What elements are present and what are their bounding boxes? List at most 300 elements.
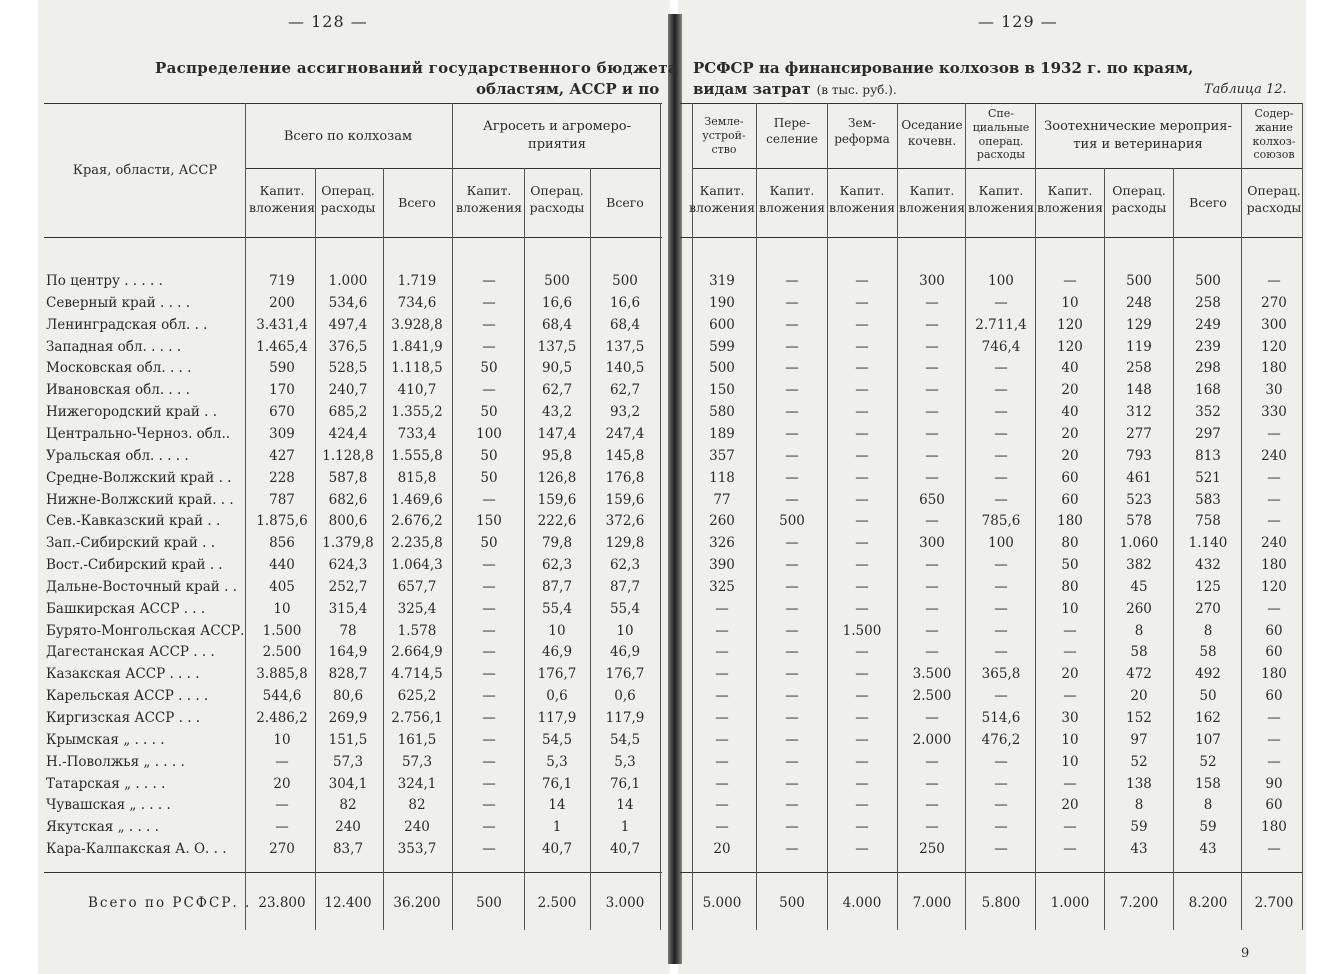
table-cell: 1.578	[397, 622, 437, 639]
table-cell: 376,5	[328, 338, 368, 355]
table-cell: —	[925, 338, 939, 355]
table-cell: 119	[1126, 338, 1152, 355]
table-cell: —	[855, 294, 869, 311]
table-cell: 200	[269, 294, 295, 311]
table-cell: 57,3	[401, 753, 433, 770]
table-cell: —	[994, 382, 1008, 399]
table-cell: 270	[269, 841, 295, 858]
row-label: Карельская АССР . . . .	[46, 688, 209, 705]
table-cell: —	[994, 819, 1008, 836]
table-cell: —	[855, 819, 869, 836]
table-cell: 248	[1126, 294, 1152, 311]
table-cell: 60	[1265, 644, 1283, 661]
row-label: Северный край . . . .	[46, 294, 191, 311]
table-cell: 578	[1126, 513, 1152, 530]
table-cell: 461	[1126, 469, 1152, 486]
table-cell: —	[925, 753, 939, 770]
table-cell: 1.841,9	[391, 338, 443, 355]
row-label: Казакская АССР . . . .	[46, 666, 200, 683]
table-cell: —	[994, 360, 1008, 377]
header-zemreforma: Зем- реформа	[834, 116, 890, 147]
right-page-number: — 129 —	[978, 12, 1058, 31]
table-cell: 50	[1061, 557, 1079, 574]
table-cell: 162	[1195, 710, 1221, 726]
table-cell: 145,8	[605, 447, 645, 464]
table-cell: 682,6	[328, 491, 368, 508]
row-label: Нижегородский край . .	[46, 404, 218, 421]
table-cell: 1.500	[262, 622, 302, 639]
table-cell: 600	[709, 316, 735, 333]
table-cell: 50	[480, 404, 498, 421]
table-cell: —	[855, 535, 869, 552]
table-cell: 298	[1195, 360, 1221, 377]
table-cell: 319	[709, 273, 735, 289]
table-cell: 590	[269, 360, 295, 377]
table-cell: —	[925, 425, 939, 442]
row-label: Башкирская АССР . . .	[46, 600, 206, 617]
table-cell: —	[715, 797, 729, 814]
table-cell: 58	[1199, 644, 1217, 661]
table-cell: 77	[713, 491, 731, 508]
table-cell: 270	[1195, 600, 1221, 617]
table-cell: —	[925, 797, 939, 814]
table-cell: —	[785, 578, 799, 595]
table-cell: 20	[1061, 797, 1079, 814]
table-cell: 159,6	[537, 491, 577, 508]
table-cell: 100	[988, 273, 1014, 289]
table-cell: 2.711,4	[975, 316, 1027, 333]
table-cell: 87,7	[609, 578, 641, 595]
table-cell: —	[994, 425, 1008, 442]
table-cell: 300	[919, 273, 945, 289]
col-divider-4	[524, 168, 525, 930]
total-cell: 2.700	[1254, 895, 1294, 911]
table-cell: 260	[709, 513, 735, 530]
title-left-line1: Распределение ассигнований государственного бюджета	[155, 59, 678, 77]
table-cell: 382	[1126, 557, 1152, 574]
table-cell: 260	[1126, 600, 1152, 617]
table-cell: 93,2	[609, 404, 641, 421]
table-cell: 117,9	[537, 710, 577, 726]
table-cell: —	[785, 819, 799, 836]
table-cell: 580	[709, 404, 735, 421]
row-label: Якутская „ . . . .	[46, 819, 159, 836]
table-cell: —	[994, 688, 1008, 705]
table-cell: —	[785, 841, 799, 858]
header-group-agro: Агросеть и агромеро- приятия	[482, 119, 632, 152]
table-cell: —	[855, 382, 869, 399]
table-cell: 80,6	[332, 688, 364, 705]
table-cell: 117,9	[605, 710, 645, 726]
total-cell: 3.000	[605, 895, 645, 911]
table-cell: 14	[548, 797, 566, 814]
table-cell: 8	[1134, 622, 1144, 639]
table-cell: 60	[1061, 469, 1079, 486]
table-cell: 60	[1265, 688, 1283, 705]
table-cell: 625,2	[397, 688, 437, 705]
table-cell: 10	[548, 622, 566, 639]
table-cell: 325	[709, 578, 735, 595]
subheader-kapit-0: Капит. вложения	[249, 183, 315, 215]
table-cell: 390	[709, 557, 735, 574]
table-cell: 176,7	[605, 666, 645, 683]
row-label: Бурято-Монгольская АССР.	[46, 622, 245, 639]
table-cell: 59	[1130, 819, 1148, 836]
table-cell: 815,8	[397, 469, 437, 486]
table-cell: 746,4	[981, 338, 1021, 355]
table-cell: 60	[1265, 622, 1283, 639]
table-cell: 60	[1265, 797, 1283, 814]
table-cell: —	[994, 775, 1008, 792]
table-cell: —	[275, 797, 289, 814]
table-cell: 3.431,4	[256, 316, 308, 333]
row-label: Московская обл. . . .	[46, 360, 192, 377]
table-cell: 10	[1061, 753, 1079, 770]
subheader-kapit-3: Капит. вложения	[456, 183, 522, 215]
table-cell: 787	[269, 491, 295, 508]
table-cell: 432	[1195, 557, 1221, 574]
table-cell: —	[715, 600, 729, 617]
table-cell: 54,5	[541, 731, 573, 748]
table-cell: —	[785, 425, 799, 442]
table-cell: 8	[1203, 797, 1213, 814]
table-cell: 68,4	[609, 316, 641, 333]
table-cell: —	[855, 513, 869, 530]
col-divider-15	[1241, 103, 1242, 930]
table-cell: —	[1267, 425, 1281, 442]
table-cell: —	[1267, 469, 1281, 486]
table-cell: 1.140	[1188, 535, 1228, 552]
table-cell: 240,7	[328, 382, 368, 399]
table-cell: —	[994, 600, 1008, 617]
table-cell: 10	[1061, 600, 1079, 617]
table-cell: 125	[1195, 578, 1221, 595]
table-cell: —	[785, 382, 799, 399]
rule-3	[680, 103, 1303, 104]
title-right-line2-text: видам затрат	[693, 80, 811, 98]
table-cell: —	[855, 316, 869, 333]
table-cell: 54,5	[609, 731, 641, 748]
col-divider-12	[1035, 103, 1036, 930]
table-cell: 523	[1126, 491, 1152, 508]
subheader-kapit-9: Капит. вложения	[899, 183, 965, 215]
table-cell: 50	[480, 535, 498, 552]
table-cell: —	[925, 404, 939, 421]
header-group-zoo: Зоотехнические мероприя- тия и ветеринария	[1044, 119, 1232, 152]
table-cell: 30	[1061, 710, 1079, 726]
table-cell: —	[785, 273, 799, 289]
table-cell: —	[855, 557, 869, 574]
table-cell: —	[994, 797, 1008, 814]
table-cell: —	[925, 469, 939, 486]
table-cell: 2.500	[262, 644, 302, 661]
table-cell: —	[482, 273, 496, 289]
table-cell: 2.664,9	[391, 644, 443, 661]
table-cell: 95,8	[541, 447, 573, 464]
table-cell: 309	[269, 425, 295, 442]
table-cell: 79,8	[541, 535, 573, 552]
table-cell: 90	[1265, 775, 1283, 792]
table-cell: —	[715, 622, 729, 639]
table-cell: 52	[1199, 753, 1217, 770]
header-osedanie: Оседание кочевн.	[901, 118, 963, 149]
table-cell: 3.885,8	[256, 666, 308, 683]
table-cell: —	[785, 447, 799, 464]
total-cell: 5.000	[702, 895, 742, 911]
table-cell: —	[925, 600, 939, 617]
table-cell: —	[925, 622, 939, 639]
table-cell: —	[1267, 710, 1281, 726]
table-cell: 734,6	[397, 294, 437, 311]
col-divider-6	[660, 103, 661, 930]
table-cell: 164,9	[328, 644, 368, 661]
table-cell: 324,1	[397, 775, 437, 792]
table-cell: 40	[1061, 404, 1079, 421]
table-cell: 10	[273, 600, 291, 617]
col-divider-9	[827, 103, 828, 930]
col-divider-7	[692, 103, 693, 930]
table-cell: 500	[1195, 273, 1221, 289]
table-cell: —	[855, 688, 869, 705]
table-cell: 657,7	[397, 578, 437, 595]
table-cell: —	[785, 294, 799, 311]
table-cell: —	[925, 819, 939, 836]
footer-page-number: 9	[1241, 946, 1250, 961]
table-cell: —	[855, 753, 869, 770]
table-cell: —	[925, 578, 939, 595]
header-soderzhanie: Содер- жание колхоз- союзов	[1252, 107, 1296, 162]
table-cell: —	[482, 710, 496, 726]
rule-0	[44, 103, 662, 104]
row-label: Дальне-Восточный край . .	[46, 578, 237, 595]
table-cell: 82	[408, 797, 426, 814]
table-cell: 1	[552, 819, 562, 836]
table-cell: —	[925, 294, 939, 311]
table-cell: —	[1267, 273, 1281, 289]
table-cell: —	[925, 775, 939, 792]
table-cell: 405	[269, 578, 295, 595]
table-cell: 148	[1126, 382, 1152, 399]
col-divider-8	[756, 103, 757, 930]
table-cell: 80	[1061, 535, 1079, 552]
table-cell: —	[855, 644, 869, 661]
table-cell: —	[1267, 753, 1281, 770]
table-cell: 150	[709, 382, 735, 399]
total-cell: 8.200	[1188, 895, 1228, 911]
left-page-number: — 128 —	[288, 12, 368, 31]
table-cell: 176,8	[605, 469, 645, 486]
table-cell: 80	[1061, 578, 1079, 595]
table-cell: —	[482, 666, 496, 683]
row-label: По центру . . . . .	[46, 273, 163, 289]
table-cell: 0,6	[546, 688, 568, 705]
table-cell: —	[785, 688, 799, 705]
title-right-line2	[693, 80, 897, 98]
table-cell: 45	[1130, 578, 1148, 595]
row-label: Киргизская АССР . . .	[46, 710, 201, 726]
table-cell: 1.719	[397, 273, 437, 289]
table-cell: 76,1	[541, 775, 573, 792]
table-cell: 304,1	[328, 775, 368, 792]
table-cell: —	[1063, 688, 1077, 705]
table-cell: —	[785, 338, 799, 355]
table-cell: 8	[1203, 622, 1213, 639]
title-right-line1: РСФСР на финансирование колхозов в 1932 г. по краям,	[693, 59, 1194, 77]
table-cell: 180	[1261, 360, 1287, 377]
header-region: Края, области, АССР	[72, 163, 218, 178]
table-cell: 2.235,8	[391, 535, 443, 552]
row-label: Ленинградская обл. . .	[46, 316, 208, 333]
table-cell: 20	[1130, 688, 1148, 705]
table-cell: —	[855, 666, 869, 683]
table-cell: —	[482, 578, 496, 595]
total-row-label: Всего по РСФСР. .	[88, 895, 252, 911]
table-cell: 52	[1130, 753, 1148, 770]
table-cell: 3.928,8	[391, 316, 443, 333]
table-cell: 2.676,2	[391, 513, 443, 530]
table-cell: —	[1267, 513, 1281, 530]
table-cell: —	[785, 491, 799, 508]
table-cell: —	[1063, 273, 1077, 289]
table-cell: —	[785, 753, 799, 770]
table-cell: 20	[1061, 666, 1079, 683]
table-cell: —	[482, 622, 496, 639]
col-divider-14	[1173, 168, 1174, 930]
table-cell: 500	[612, 273, 638, 289]
table-cell: 528,5	[328, 360, 368, 377]
table-cell: —	[1267, 600, 1281, 617]
table-cell: —	[1063, 622, 1077, 639]
table-cell: 1.118,5	[391, 360, 443, 377]
subheader-kapit-7: Капит. вложения	[759, 183, 825, 215]
table-cell: 587,8	[328, 469, 368, 486]
table-cell: —	[855, 360, 869, 377]
table-cell: —	[855, 338, 869, 355]
table-cell: —	[785, 731, 799, 748]
col-divider-0	[245, 103, 246, 930]
table-cell: 514,6	[981, 710, 1021, 726]
table-cell: 476,2	[981, 731, 1021, 748]
table-cell: —	[482, 557, 496, 574]
table-cell: —	[715, 710, 729, 726]
table-cell: 20	[713, 841, 731, 858]
table-cell: 315,4	[328, 600, 368, 617]
table-cell: 719	[269, 273, 295, 289]
subheader-operac-4: Операц. расходы	[529, 183, 585, 215]
table-number: Таблица 12.	[1204, 82, 1287, 97]
total-cell: 12.400	[324, 895, 372, 911]
table-cell: —	[715, 753, 729, 770]
table-cell: —	[855, 731, 869, 748]
table-cell: —	[785, 360, 799, 377]
table-cell: —	[785, 666, 799, 683]
table-cell: 1.064,3	[391, 557, 443, 574]
table-cell: 50	[480, 447, 498, 464]
table-cell: 129,8	[605, 535, 645, 552]
row-label: Н.-Поволжья „ . . . .	[46, 753, 185, 770]
table-cell: 424,4	[328, 425, 368, 442]
table-cell: —	[994, 622, 1008, 639]
table-cell: —	[855, 841, 869, 858]
table-cell: 100	[476, 425, 502, 442]
table-cell: 2.486,2	[256, 710, 308, 726]
table-cell: 78	[339, 622, 357, 639]
table-cell: 240	[404, 819, 430, 836]
table-cell: 46,9	[609, 644, 641, 661]
table-cell: —	[482, 775, 496, 792]
table-cell: 733,4	[397, 425, 437, 442]
table-cell: 500	[709, 360, 735, 377]
table-cell: 240	[1261, 535, 1287, 552]
rule-4	[680, 237, 1303, 238]
table-cell: 5,3	[614, 753, 636, 770]
table-cell: 83,7	[332, 841, 364, 858]
table-cell: 4.714,5	[391, 666, 443, 683]
table-cell: —	[785, 644, 799, 661]
table-cell: —	[855, 600, 869, 617]
table-cell: 168	[1195, 382, 1221, 399]
table-cell: 57,3	[332, 753, 364, 770]
total-cell: 7.200	[1119, 895, 1159, 911]
table-cell: —	[994, 578, 1008, 595]
table-cell: 228	[269, 469, 295, 486]
table-cell: —	[994, 644, 1008, 661]
table-cell: —	[482, 294, 496, 311]
table-cell: 107	[1195, 731, 1221, 748]
table-cell: 62,7	[541, 382, 573, 399]
row-label: Центрально-Черноз. обл..	[46, 425, 231, 442]
table-cell: 100	[988, 535, 1014, 552]
table-cell: 180	[1261, 557, 1287, 574]
table-cell: 87,7	[541, 578, 573, 595]
table-cell: 159,6	[605, 491, 645, 508]
table-cell: —	[715, 644, 729, 661]
table-cell: —	[855, 425, 869, 442]
table-cell: 90,5	[541, 360, 573, 377]
table-cell: 43	[1199, 841, 1217, 858]
table-cell: 30	[1265, 382, 1283, 399]
table-cell: 180	[1261, 819, 1287, 836]
table-cell: —	[482, 731, 496, 748]
table-cell: 258	[1195, 294, 1221, 311]
table-cell: 55,4	[609, 600, 641, 617]
table-cell: 1.469,6	[391, 491, 443, 508]
table-cell: —	[994, 841, 1008, 858]
table-cell: 126,8	[537, 469, 577, 486]
table-cell: 76,1	[609, 775, 641, 792]
table-cell: 46,9	[541, 644, 573, 661]
table-cell: 500	[1126, 273, 1152, 289]
table-cell: 240	[335, 819, 361, 836]
table-cell: 326	[709, 535, 735, 552]
table-cell: 180	[1057, 513, 1083, 530]
col-divider-11	[965, 103, 966, 930]
table-cell: 129	[1126, 316, 1152, 333]
table-cell: 140,5	[605, 360, 645, 377]
table-cell: —	[855, 491, 869, 508]
table-cell: 800,6	[328, 513, 368, 530]
table-cell: 685,2	[328, 404, 368, 421]
table-cell: 1.355,2	[391, 404, 443, 421]
table-cell: —	[925, 360, 939, 377]
table-cell: —	[855, 775, 869, 792]
table-cell: 270	[1261, 294, 1287, 311]
table-cell: —	[855, 447, 869, 464]
table-cell: 0,6	[614, 688, 636, 705]
table-cell: 410,7	[397, 382, 437, 399]
table-cell: 2.756,1	[391, 710, 443, 726]
row-label: Кара-Калпакская А. О. . .	[46, 841, 227, 858]
